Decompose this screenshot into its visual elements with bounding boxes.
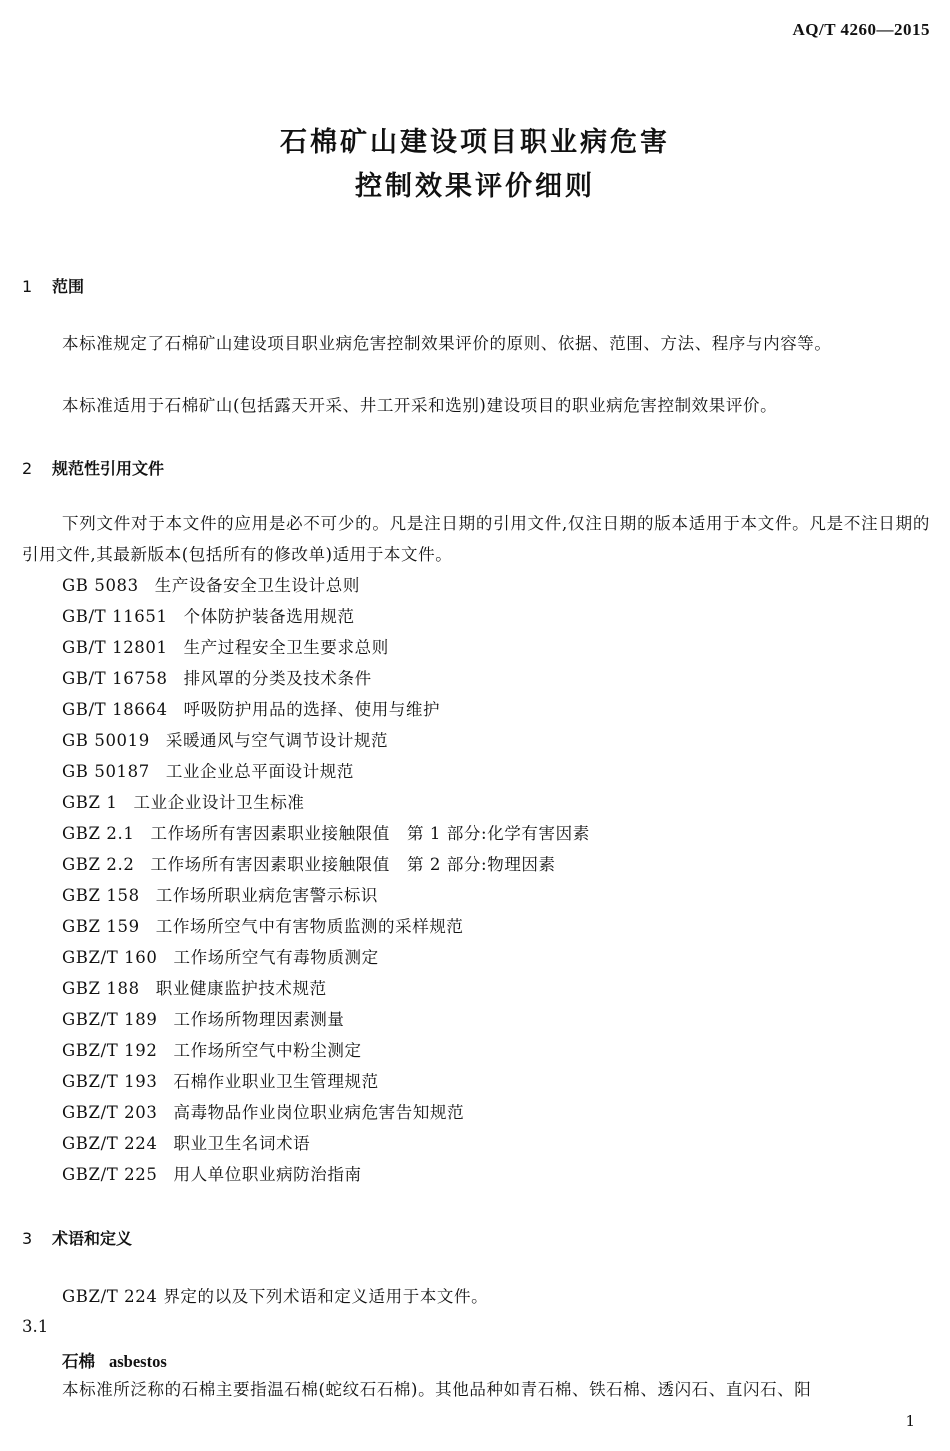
reference-name: 工作场所空气中粉尘测定 [173,1041,362,1060]
reference-code: GBZ 1 [62,793,118,812]
reference-code: GBZ/T 192 [62,1041,158,1060]
section-title: 术语和定义 [52,1229,133,1248]
reference-item [62,1004,590,1035]
term-entry [62,1348,167,1372]
reference-code: GB 5083 [62,576,139,595]
reference-item [62,663,590,694]
reference-code: GB 50187 [62,762,150,781]
reference-code: GBZ 2.2 [62,855,135,874]
reference-code: GBZ 2.1 [62,824,135,843]
reference-item [62,632,590,663]
reference-name: 呼吸防护用品的选择、使用与维护 [183,700,441,719]
reference-item [62,942,590,973]
reference-name: 采暖通风与空气调节设计规范 [165,731,389,750]
reference-item [62,1035,590,1066]
term-chinese: 石棉 [62,1352,95,1371]
reference-item [62,911,590,942]
normative-references-list [62,570,590,1190]
reference-code: GBZ/T 203 [62,1103,158,1122]
reference-name: 职业卫生名词术语 [173,1134,311,1153]
reference-code: GBZ/T 224 [62,1134,158,1153]
section-number: 1 [22,277,33,296]
reference-code: GBZ/T 160 [62,948,158,967]
reference-name: 工作场所空气中有害物质监测的采样规范 [155,917,464,936]
reference-item [62,694,590,725]
reference-name: 生产设备安全卫生设计总则 [154,576,360,595]
reference-code: GBZ/T 189 [62,1010,158,1029]
reference-code: GB 50019 [62,731,150,750]
reference-name: 工作场所职业病危害警示标识 [155,886,379,905]
section-3-heading [22,1226,132,1249]
reference-item [62,601,590,632]
reference-name: 工业企业设计卫生标准 [133,793,305,812]
reference-item [62,818,590,849]
standard-code: AQ/T 4260—2015 [792,20,930,39]
reference-code: GB/T 16758 [62,669,168,688]
reference-item [62,725,590,756]
reference-name: 个体防护装备选用规范 [183,607,355,626]
term-definition: 本标准所泛称的石棉主要指温石棉(蛇纹石石棉)。其他品种如青石棉、铁石棉、透闪石、直闪石、阳 [62,1380,812,1399]
reference-name: 职业健康监护技术规范 [155,979,327,998]
reference-item [62,570,590,601]
reference-name: 生产过程安全卫生要求总则 [183,638,389,657]
reference-code: GBZ/T 193 [62,1072,158,1091]
reference-item [62,1159,590,1190]
reference-code: GBZ/T 225 [62,1165,158,1184]
reference-name: 用人单位职业病防治指南 [173,1165,362,1184]
reference-item [62,1128,590,1159]
reference-code: GBZ 158 [62,886,140,905]
reference-name: 工作场所有害因素职业接触限值 第 2 部分:物理因素 [150,855,556,874]
reference-item [62,1097,590,1128]
document-title-line-1: 石棉矿山建设项目职业病危害 [280,127,670,158]
reference-item [62,849,590,880]
subsection-number: 3.1 [22,1317,49,1336]
reference-item [62,787,590,818]
section-2-intro: 下列文件对于本文件的应用是必不可少的。凡是注日期的引用文件,仅注日期的版本适用于本文件。凡是不注日期的引用文件,其最新版本(包括所有的修改单)适用于本文件。 [22,514,930,564]
reference-item [62,756,590,787]
reference-item [62,880,590,911]
reference-name: 石棉作业职业卫生管理规范 [173,1072,379,1091]
reference-item [62,973,590,1004]
reference-item [62,1066,590,1097]
section-2-heading [22,456,164,479]
reference-name: 高毒物品作业岗位职业病危害告知规范 [173,1103,465,1122]
reference-name: 工业企业总平面设计规范 [165,762,354,781]
reference-name: 工作场所物理因素测量 [173,1010,345,1029]
term-english: asbestos [109,1352,167,1371]
section-title: 规范性引用文件 [52,459,165,478]
reference-code: GBZ 159 [62,917,140,936]
reference-code: GB/T 11651 [62,607,168,626]
reference-code: GBZ 188 [62,979,140,998]
reference-name: 工作场所空气有毒物质测定 [173,948,379,967]
section-number: 2 [22,459,33,478]
section-1-paragraph-2: 本标准适用于石棉矿山(包括露天开采、井工开采和选别)建设项目的职业病危害控制效果评价。 [62,396,778,415]
page-number: 1 [905,1412,915,1430]
section-title: 范围 [52,277,85,296]
reference-code: GB/T 18664 [62,700,168,719]
section-1-paragraph-1: 本标准规定了石棉矿山建设项目职业病危害控制效果评价的原则、依据、范围、方法、程序与内容等。 [62,334,832,353]
section-3-intro: GBZ/T 224 界定的以及下列术语和定义适用于本文件。 [62,1287,489,1306]
section-1-heading [22,274,84,297]
reference-name: 排风罩的分类及技术条件 [183,669,372,688]
section-number: 3 [22,1229,33,1248]
reference-code: GB/T 12801 [62,638,168,657]
reference-name: 工作场所有害因素职业接触限值 第 1 部分:化学有害因素 [150,824,590,843]
document-title-line-2: 控制效果评价细则 [355,171,595,202]
